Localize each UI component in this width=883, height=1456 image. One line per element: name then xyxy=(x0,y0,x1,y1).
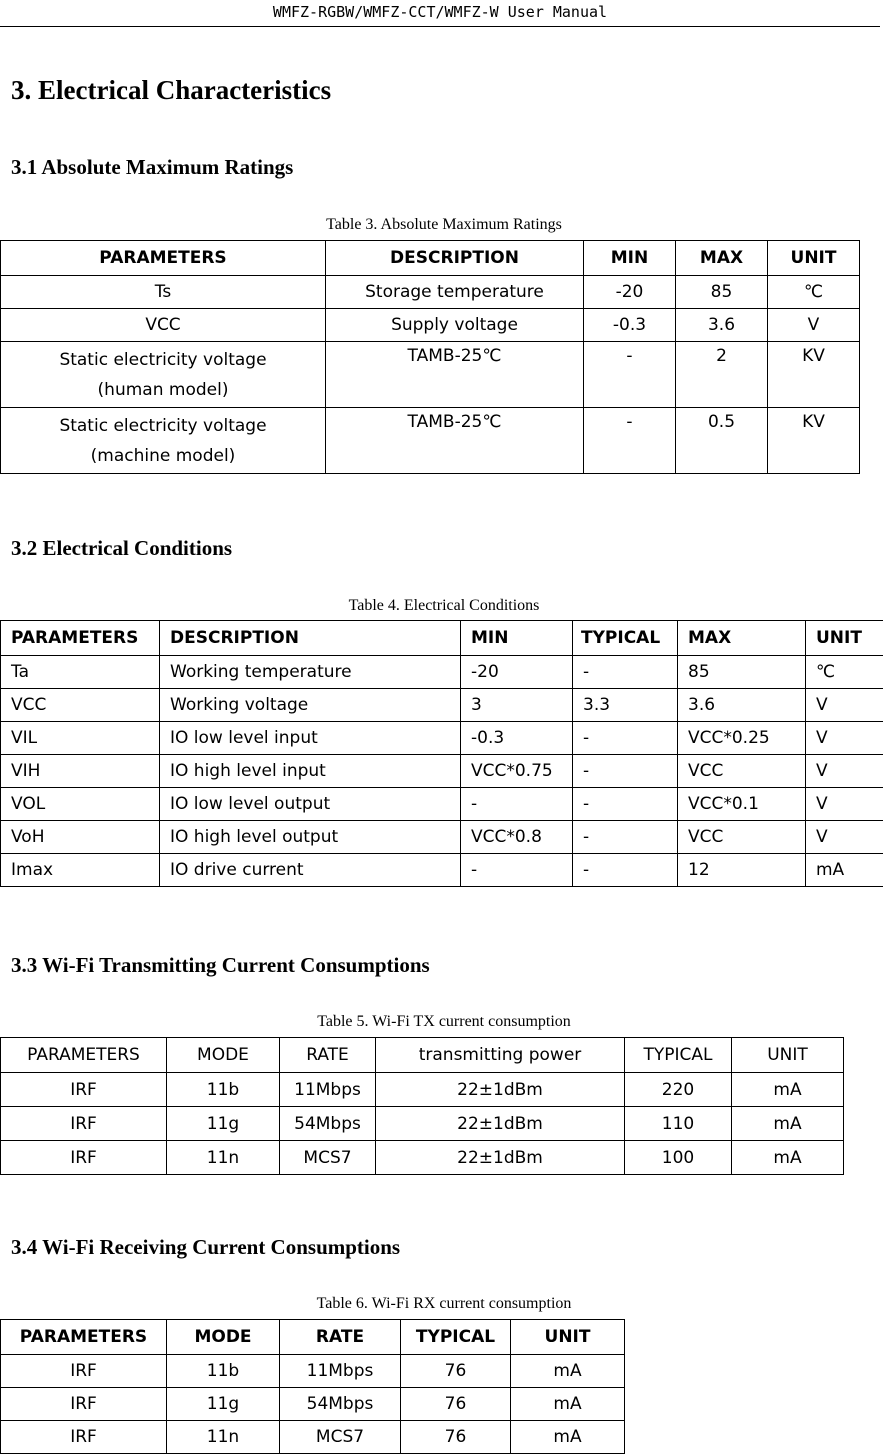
table-cell: MCS7 xyxy=(280,1421,401,1454)
table-row xyxy=(1,656,883,689)
table-cell: 11Mbps xyxy=(280,1073,376,1107)
table-cell: 0.5 xyxy=(676,408,768,474)
table-cell: mA xyxy=(732,1073,844,1107)
table-cell: IO high level output xyxy=(160,821,461,854)
table-cell: Working voltage xyxy=(160,689,461,722)
table-cell: IO drive current xyxy=(160,854,461,887)
table-cell xyxy=(1,408,326,474)
elec-cond-body xyxy=(1,656,883,887)
table-cell: V xyxy=(806,689,883,722)
column-header: MODE xyxy=(167,1320,280,1355)
table-cell: 12 xyxy=(678,854,806,887)
cell-line: (human model) xyxy=(97,379,229,400)
table-cell: - xyxy=(573,755,678,788)
table-cell: VCC*0.8 xyxy=(461,821,573,854)
table-row xyxy=(1,408,860,474)
table-cell: 11b xyxy=(167,1073,280,1107)
column-header: UNIT xyxy=(732,1038,844,1073)
table-cell: -20 xyxy=(584,276,676,309)
table-cell: - xyxy=(584,408,676,474)
table-cell: KV xyxy=(768,408,860,474)
column-header: TYPICAL xyxy=(401,1320,511,1355)
table-row xyxy=(1,1421,625,1454)
table-row xyxy=(1,689,883,722)
table-header-row xyxy=(1,1320,625,1355)
table-cell: VCC xyxy=(1,689,160,722)
table-cell: VCC xyxy=(678,755,806,788)
table-row xyxy=(1,755,883,788)
cell-line: Static electricity voltage xyxy=(59,415,267,436)
column-header: RATE xyxy=(280,1320,401,1355)
table-cell: mA xyxy=(732,1141,844,1175)
table-cell: Imax xyxy=(1,854,160,887)
table-cell: TAMB-25℃ xyxy=(326,408,584,474)
table-cell: 76 xyxy=(401,1388,511,1421)
table-cell: KV xyxy=(768,342,860,408)
table-cell: IO low level output xyxy=(160,788,461,821)
column-header: transmitting power xyxy=(376,1038,625,1073)
table-row xyxy=(1,854,883,887)
table-cell: 85 xyxy=(676,276,768,309)
wifi-tx-table xyxy=(0,1037,844,1175)
column-header: TYPICAL xyxy=(625,1038,732,1073)
table-cell: VIL xyxy=(1,722,160,755)
column-header: MIN xyxy=(461,621,573,656)
table-row xyxy=(1,788,883,821)
table-cell: 100 xyxy=(625,1141,732,1175)
abs-max-table xyxy=(0,240,860,474)
table-cell: VoH xyxy=(1,821,160,854)
table-cell: - xyxy=(461,854,573,887)
table-cell: 54Mbps xyxy=(280,1388,401,1421)
column-header: MAX xyxy=(678,621,806,656)
table-cell: VCC*0.25 xyxy=(678,722,806,755)
abs-max-caption: Table 3. Absolute Maximum Ratings xyxy=(326,216,562,233)
column-header: UNIT xyxy=(511,1320,625,1355)
table-cell: IRF xyxy=(1,1141,167,1175)
column-header: UNIT xyxy=(768,241,860,276)
table-cell: mA xyxy=(511,1388,625,1421)
table-cell: ℃ xyxy=(768,276,860,309)
wifi-rx-heading: 3.4 Wi-Fi Receiving Current Consumptions xyxy=(11,1235,401,1259)
table-cell: 3.3 xyxy=(573,689,678,722)
table-cell: mA xyxy=(732,1107,844,1141)
table-cell: 85 xyxy=(678,656,806,689)
table-cell: - xyxy=(573,821,678,854)
table-cell: Ta xyxy=(1,656,160,689)
table-cell: - xyxy=(573,788,678,821)
column-header: MODE xyxy=(167,1038,280,1073)
elec-cond-heading: 3.2 Electrical Conditions xyxy=(11,536,233,560)
table-cell: VOL xyxy=(1,788,160,821)
wifi-rx-table xyxy=(0,1319,625,1454)
table-row xyxy=(1,1073,844,1107)
table-cell: - xyxy=(573,722,678,755)
table-cell: 2 xyxy=(676,342,768,408)
elec-cond-caption: Table 4. Electrical Conditions xyxy=(348,597,540,614)
table-header-row xyxy=(1,241,860,276)
table-cell: 110 xyxy=(625,1107,732,1141)
column-header: DESCRIPTION xyxy=(160,621,461,656)
table-cell: 3 xyxy=(461,689,573,722)
table-cell: - xyxy=(573,656,678,689)
table-cell: V xyxy=(806,755,883,788)
table-cell: V xyxy=(806,821,883,854)
table-cell: - xyxy=(584,342,676,408)
table-cell: 11b xyxy=(167,1355,280,1388)
table-cell: 11Mbps xyxy=(280,1355,401,1388)
table-cell: Working temperature xyxy=(160,656,461,689)
table-row xyxy=(1,309,860,342)
table-cell xyxy=(1,342,326,408)
abs-max-heading: 3.1 Absolute Maximum Ratings xyxy=(11,155,294,179)
table-cell: IRF xyxy=(1,1107,167,1141)
column-header: MAX xyxy=(676,241,768,276)
wifi-rx-caption: Table 6. Wi-Fi RX current consumption xyxy=(316,1295,572,1312)
cell-line: (machine model) xyxy=(90,445,236,466)
table-cell: VCC xyxy=(1,309,326,342)
wifi-tx-caption: Table 5. Wi-Fi TX current consumption xyxy=(317,1013,571,1030)
table-cell: mA xyxy=(511,1355,625,1388)
table-cell: - xyxy=(461,788,573,821)
table-cell: mA xyxy=(806,854,883,887)
table-cell: 3.6 xyxy=(678,689,806,722)
table-cell: 11n xyxy=(167,1141,280,1175)
column-header: UNIT xyxy=(806,621,883,656)
table-row xyxy=(1,1107,844,1141)
table-cell: TAMB-25℃ xyxy=(326,342,584,408)
column-header: PARAMETERS xyxy=(1,1320,167,1355)
table-row xyxy=(1,276,860,309)
table-row xyxy=(1,1141,844,1175)
table-cell: IRF xyxy=(1,1073,167,1107)
table-cell: -0.3 xyxy=(461,722,573,755)
table-cell: 22±1dBm xyxy=(376,1073,625,1107)
table-cell: IRF xyxy=(1,1421,167,1454)
table-cell: ℃ xyxy=(806,656,883,689)
table-cell: 3.6 xyxy=(676,309,768,342)
table-cell: - xyxy=(573,854,678,887)
elec-cond-table xyxy=(0,620,883,887)
page-header: WMFZ-RGBW/WMFZ-CCT/WMFZ-W User Manual xyxy=(0,0,880,27)
column-header: PARAMETERS xyxy=(1,621,160,656)
table-cell: mA xyxy=(511,1421,625,1454)
table-cell: Supply voltage xyxy=(326,309,584,342)
table-cell: 11g xyxy=(167,1388,280,1421)
table-cell: 76 xyxy=(401,1421,511,1454)
table-cell: 22±1dBm xyxy=(376,1141,625,1175)
table-header-row xyxy=(1,1038,844,1073)
table-cell: IO high level input xyxy=(160,755,461,788)
table-cell: -20 xyxy=(461,656,573,689)
table-cell: -0.3 xyxy=(584,309,676,342)
table-cell: IRF xyxy=(1,1388,167,1421)
table-cell: VCC xyxy=(678,821,806,854)
table-cell: V xyxy=(806,788,883,821)
table-row xyxy=(1,821,883,854)
table-cell: VCC*0.1 xyxy=(678,788,806,821)
table-cell: VCC*0.75 xyxy=(461,755,573,788)
column-header: DESCRIPTION xyxy=(326,241,584,276)
table-header-row xyxy=(1,621,883,656)
table-cell: 76 xyxy=(401,1355,511,1388)
table-cell: 22±1dBm xyxy=(376,1107,625,1141)
table-cell: 54Mbps xyxy=(280,1107,376,1141)
table-cell: Ts xyxy=(1,276,326,309)
column-header: RATE xyxy=(280,1038,376,1073)
column-header: PARAMETERS xyxy=(1,1038,167,1073)
table-cell: 11n xyxy=(167,1421,280,1454)
table-cell: V xyxy=(768,309,860,342)
table-cell: MCS7 xyxy=(280,1141,376,1175)
table-row xyxy=(1,342,860,408)
section-title: 3. Electrical Characteristics xyxy=(11,75,332,105)
cell-line: Static electricity voltage xyxy=(59,349,267,370)
column-header: MIN xyxy=(584,241,676,276)
table-cell: Storage temperature xyxy=(326,276,584,309)
wifi-tx-heading: 3.3 Wi-Fi Transmitting Current Consumptions xyxy=(11,953,430,977)
table-cell: VIH xyxy=(1,755,160,788)
table-row xyxy=(1,722,883,755)
table-cell: IO low level input xyxy=(160,722,461,755)
table-cell: IRF xyxy=(1,1355,167,1388)
column-header: PARAMETERS xyxy=(1,241,326,276)
table-row xyxy=(1,1355,625,1388)
table-cell: 220 xyxy=(625,1073,732,1107)
column-header: TYPICAL xyxy=(573,621,678,656)
table-cell: 11g xyxy=(167,1107,280,1141)
table-cell: V xyxy=(806,722,883,755)
table-row xyxy=(1,1388,625,1421)
